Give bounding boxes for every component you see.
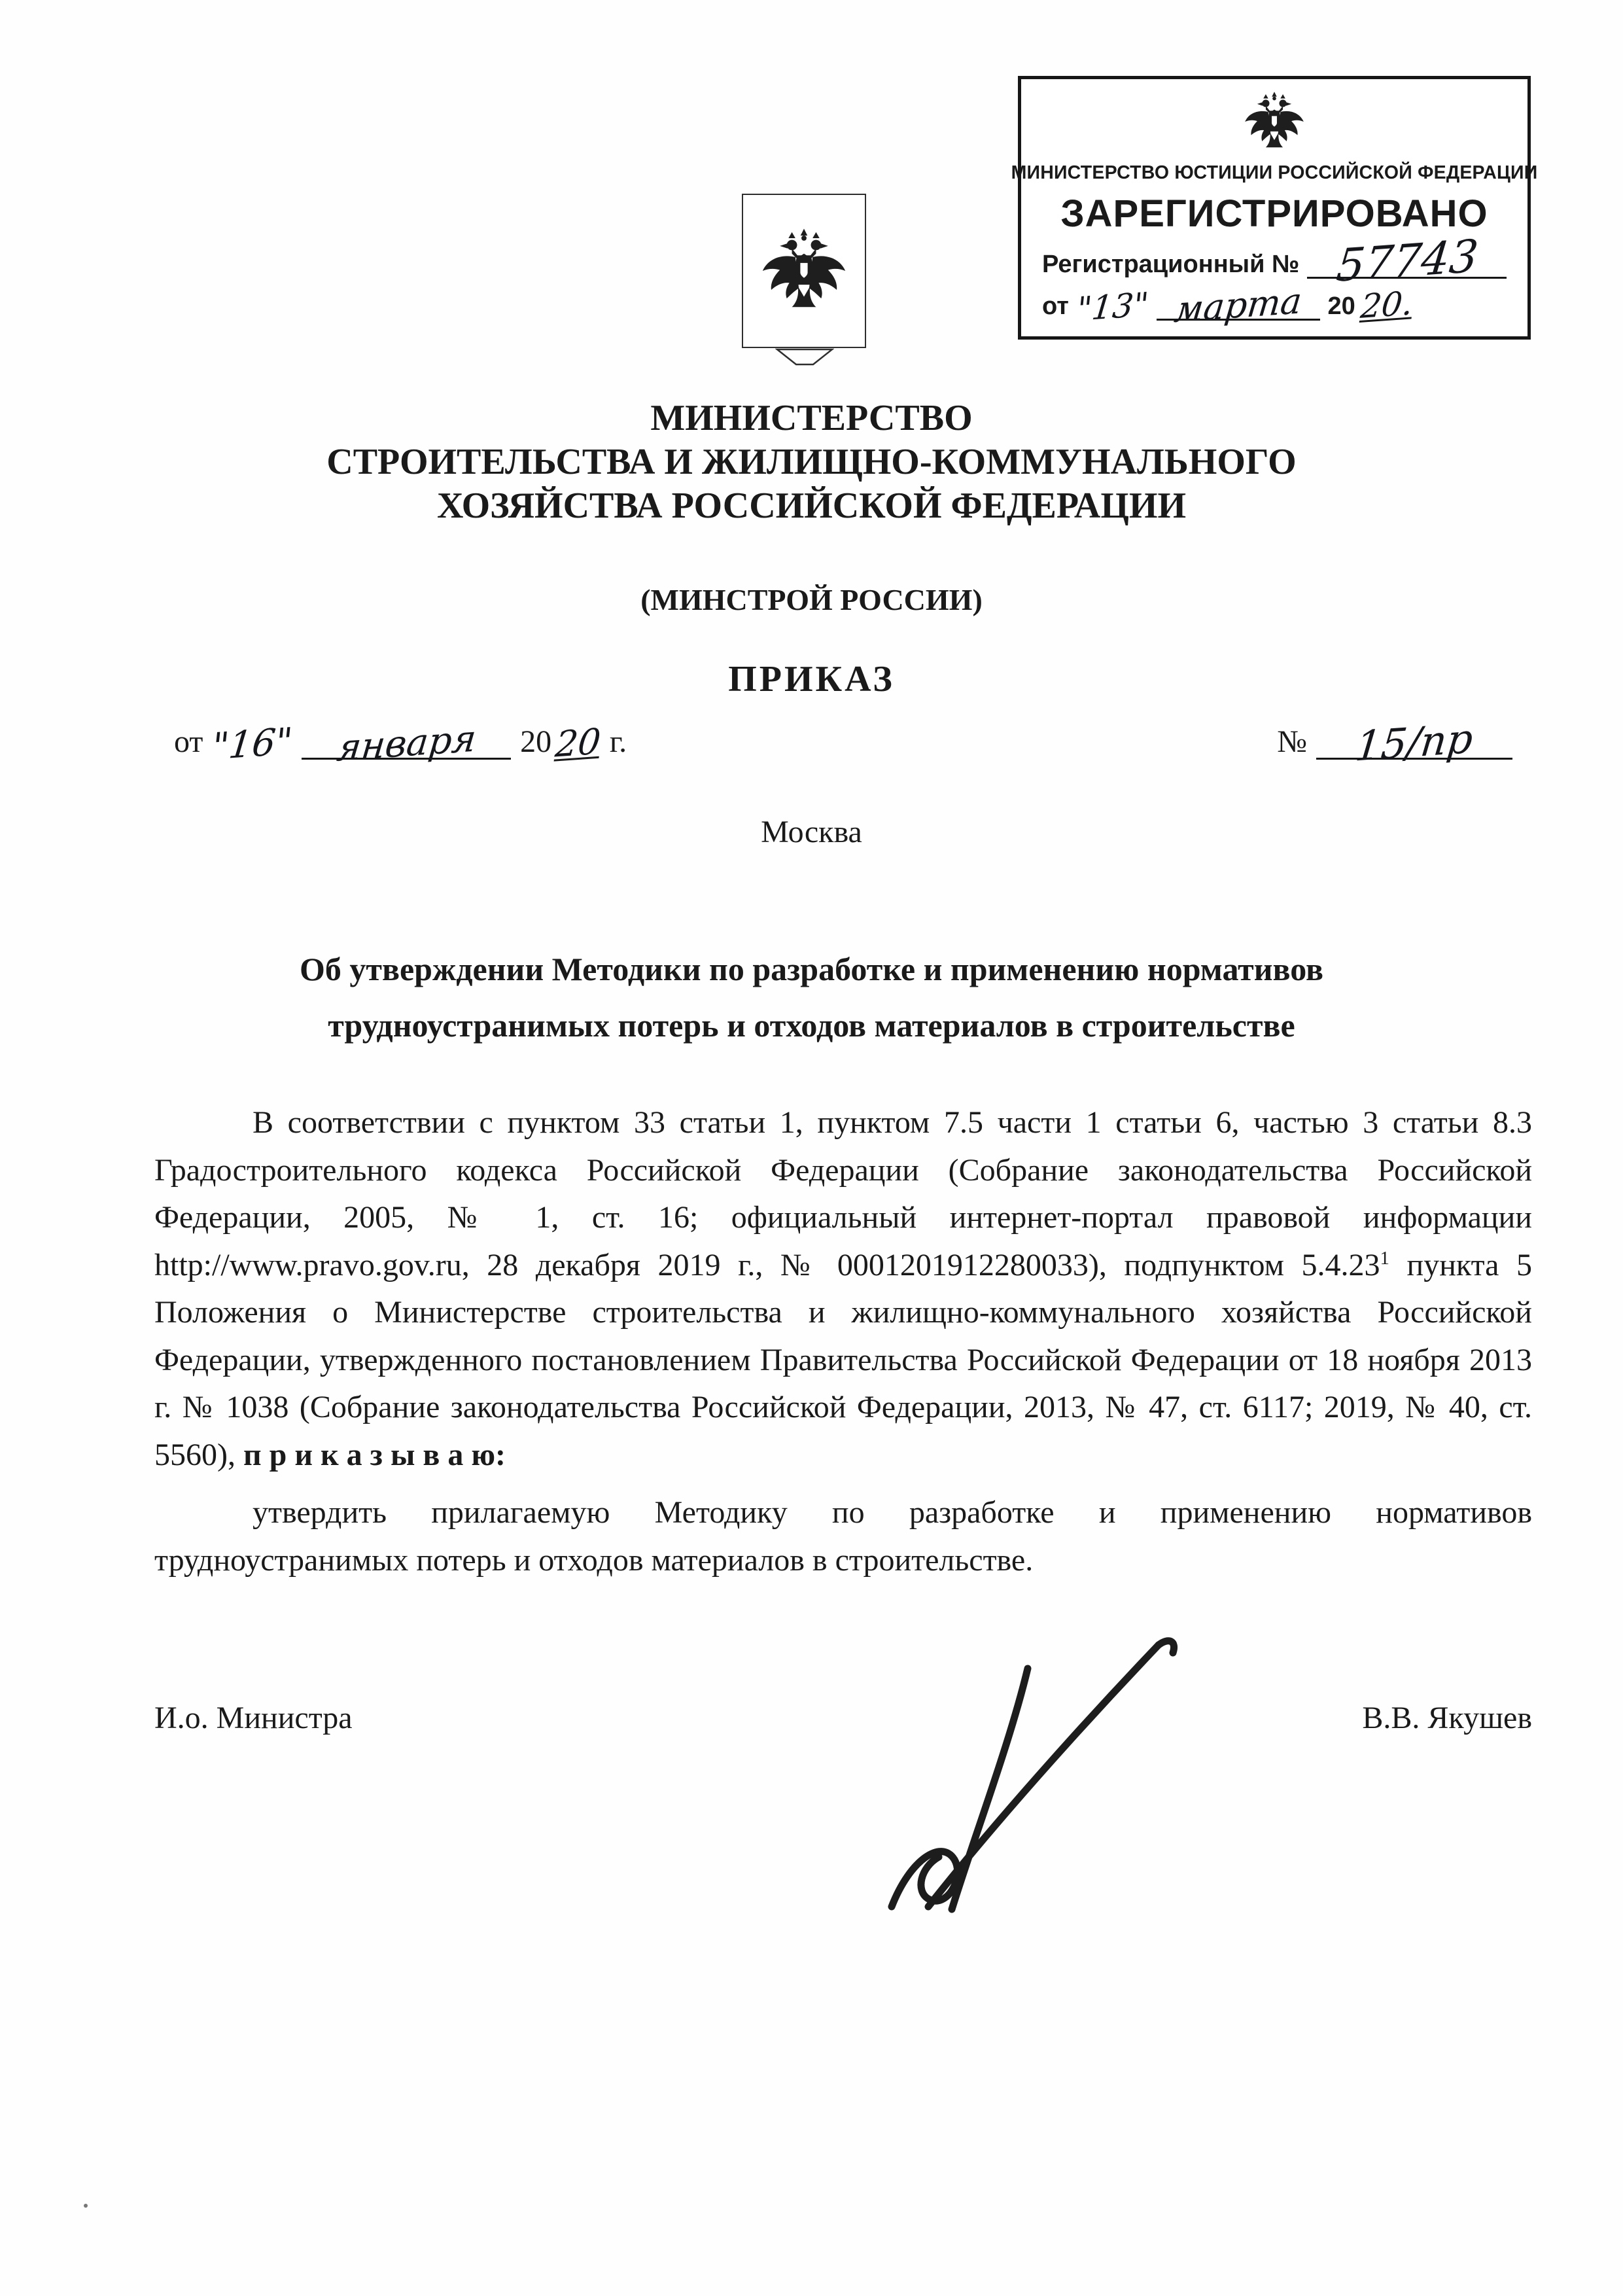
stamp-reg-number-label: Регистрационный №	[1042, 251, 1300, 278]
legal-basis-text-continued: пункта 5 Положения о Министерстве строительства и жилищно-коммунального хозяйства Российской Федерации, утвержденного постановлением Правительства Российской Федерации от 18 ноября 2013 г. № 1038 (Собрание законодательства Российской Федерации, 2013, № 47, ст. 6117; 2019, № 40, ст. 5560),	[154, 1247, 1533, 1472]
legal-basis-text: В соответствии с пунктом 33 статьи 1, пунктом 7.5 части 1 статьи 6, частью 3 статьи 8.3 Градостроительного кодекса Российской Федерации (Собрание законодательства Российской Федерации, 2005, № 1, ст. 16; официальный интернет-портал правовой информации http://www.pravo.gov.ru, 28 декабря 2019 г., № 0001201912280033), подпунктом 5.4.23	[154, 1105, 1532, 1282]
signatory-name: В.В. Якушев	[1362, 1701, 1532, 1735]
scan-artifact-dot	[84, 2204, 88, 2208]
city-label: Москва	[761, 815, 862, 849]
double-headed-eagle-icon	[752, 228, 856, 314]
date-day-handwritten: "16"	[210, 720, 295, 769]
date-number-line	[174, 714, 1512, 771]
footnote-superscript: 1	[1380, 1247, 1389, 1269]
date-year-handwritten: 20	[553, 720, 603, 766]
date-month-slot	[302, 717, 511, 770]
ministry-name-line2: СТРОИТЕЛЬСТВА И ЖИЛИЩНО-КОММУНАЛЬНОГО	[326, 442, 1297, 482]
date-year-printed: 20	[520, 724, 552, 759]
stamp-reg-number-slot	[1307, 230, 1507, 292]
order-title-line1: Об утверждении Методики по разработке и применению нормативов	[300, 951, 1323, 987]
document-type-heading: ПРИКАЗ	[728, 659, 895, 699]
order-title-line2: трудноустранимых потерь и отходов материалов в строительстве	[328, 1007, 1295, 1044]
justice-registration-stamp	[1011, 76, 1538, 340]
paragraph-order: утвердить прилагаемую Методику по разработке и применению нормативов трудноустранимых потерь и отходов материалов в строительстве.	[154, 1495, 1532, 1578]
order-verb: п р и к а з ы в а ю:	[243, 1437, 506, 1472]
date-from-label: от	[174, 724, 203, 759]
stamp-eagle-icon	[1238, 91, 1311, 156]
stamp-registered-label: ЗАРЕГИСТРИРОВАНО	[1060, 192, 1488, 235]
ministry-name-line3: ХОЗЯЙСТВА РОССИЙСКОЙ ФЕДЕРАЦИИ	[436, 486, 1187, 526]
stamp-date-month-slot	[1157, 279, 1320, 331]
document-number-group	[1277, 714, 1512, 771]
stamp-reg-number-handwritten: 57743	[1333, 230, 1480, 292]
stamp-date-day-handwritten: "13"	[1074, 285, 1151, 329]
stamp-registration-number-line	[1028, 230, 1521, 292]
ministry-short-name: (МИНСТРОЙ РОССИИ)	[640, 583, 983, 616]
date-month-handwritten: января	[334, 717, 478, 770]
signatory-position: И.о. Министра	[154, 1701, 353, 1735]
paragraph-legal-basis	[154, 1099, 1532, 1479]
document-date-group	[174, 717, 627, 770]
emblem-ribbon-tab	[775, 348, 834, 366]
body-text	[154, 1099, 1532, 1584]
stamp-date-year-handwritten: 20.	[1358, 283, 1415, 327]
document-number-handwritten: 15/пр	[1353, 714, 1476, 771]
number-label: №	[1277, 724, 1307, 759]
handwritten-signature	[808, 1634, 1187, 1922]
ministry-letterhead	[0, 397, 1623, 528]
stamp-ministry-name: МИНИСТЕРСТВО ЮСТИЦИИ РОССИЙСКОЙ ФЕДЕРАЦИИ	[1011, 162, 1538, 183]
coat-of-arms-frame	[742, 194, 866, 348]
date-year-suffix: г.	[609, 724, 627, 759]
stamp-date-year-printed: 20	[1327, 292, 1355, 320]
document-number-slot	[1316, 714, 1512, 771]
stamp-date-line	[1028, 279, 1521, 331]
ministry-name-line1: МИНИСТЕРСТВО	[650, 398, 973, 438]
order-title	[164, 941, 1459, 1053]
stamp-date-from-label: от	[1042, 292, 1069, 320]
stamp-date-month-handwritten: марта	[1172, 279, 1304, 331]
